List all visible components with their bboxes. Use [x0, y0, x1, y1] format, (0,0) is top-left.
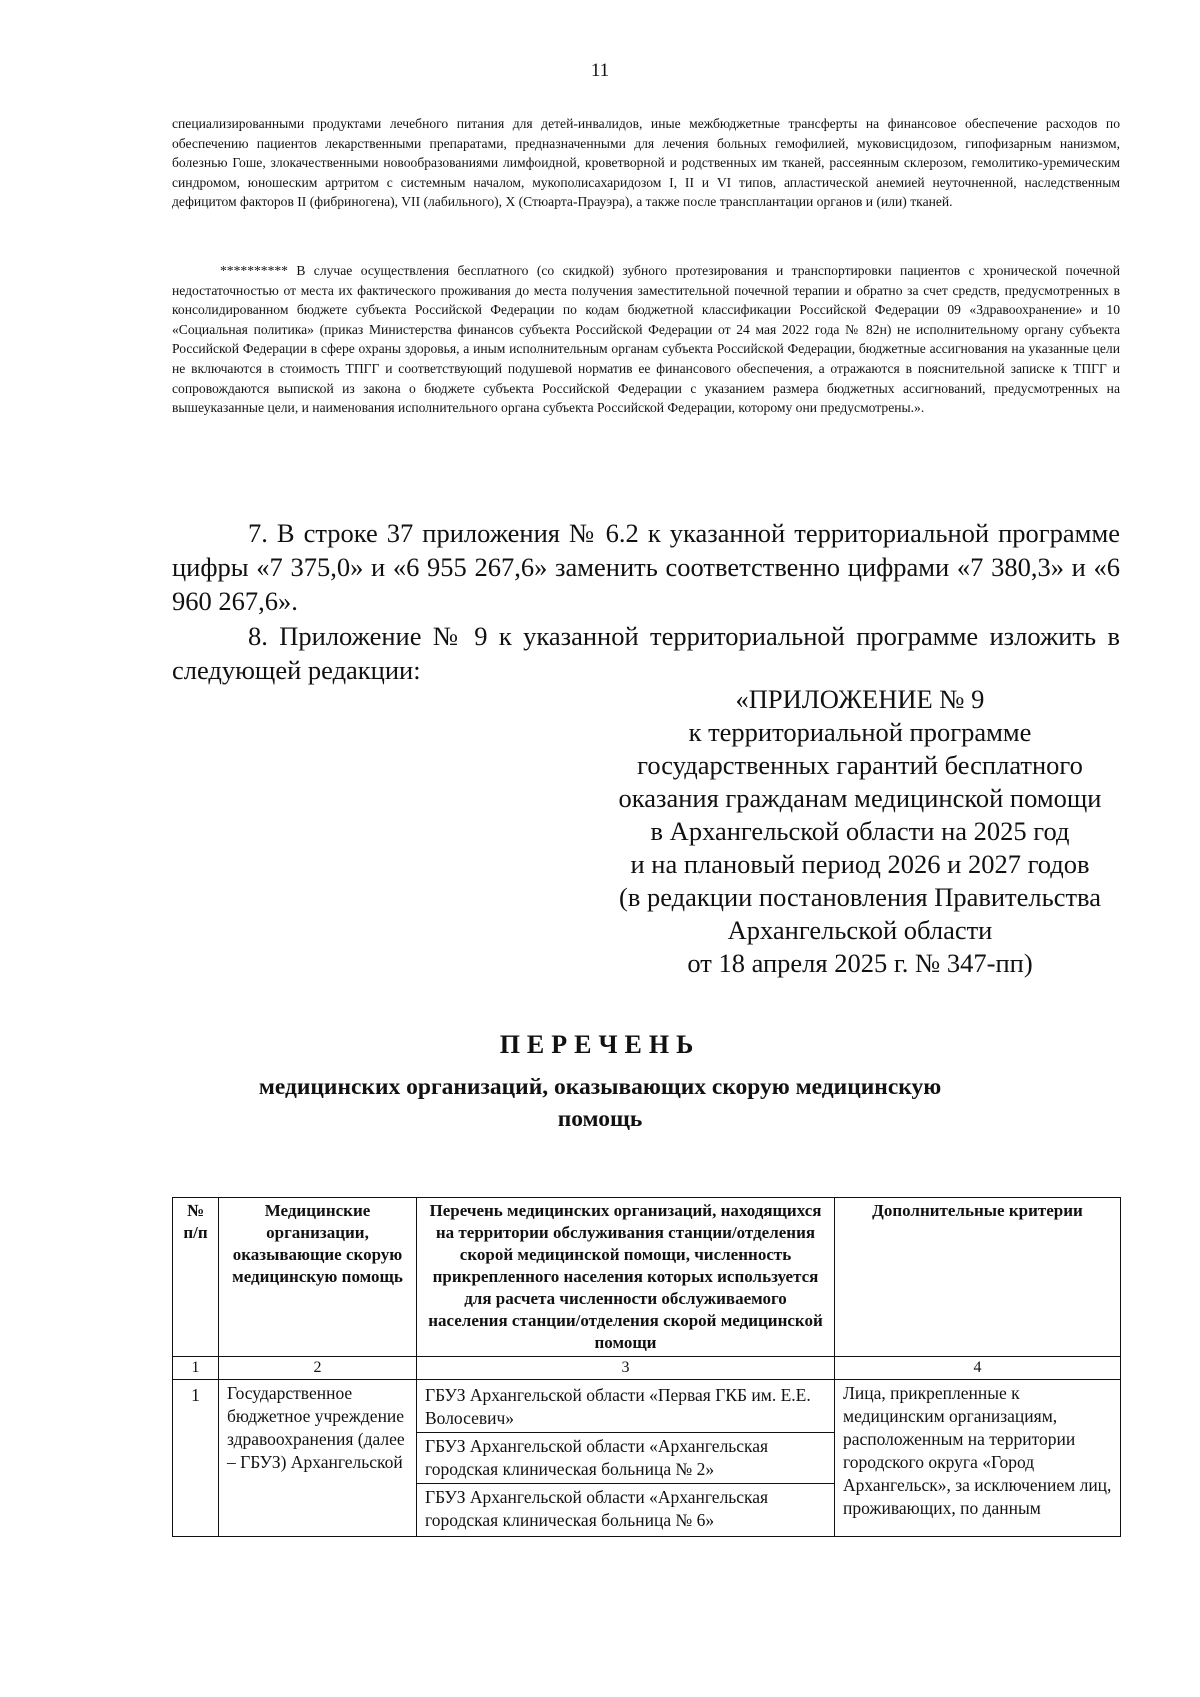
- page-number: 11: [590, 60, 610, 81]
- appendix-header: [580, 683, 1140, 980]
- header-organizations: Медицинские организации, оказывающие скорую медицинскую помощь: [219, 1198, 417, 1357]
- organizations-table: [172, 1197, 1121, 1537]
- appendix-header-line: государственных гарантий бесплатного: [637, 750, 1083, 780]
- appendix-header-line: Архангельской области: [727, 915, 993, 945]
- paragraph-7: 7. В строке 37 приложения № 6.2 к указанной территориальной программе цифры «7 375,0» и «6 955 267,6» заменить соответственно цифрами «7 380,3» и «6 960 267,6».: [172, 518, 1120, 616]
- appendix-header-line: (в редакции постановления Правительства: [619, 882, 1101, 912]
- list-subtitle: медицинских организаций, оказывающих скорую медицинскую помощь: [258, 1074, 942, 1132]
- table-header-row: [173, 1198, 1121, 1357]
- facility-item: ГБУЗ Архангельской области «Архангельская городская клиническая больница № 2»: [417, 1433, 834, 1484]
- footnote-continuation: специализированными продуктами лечебного питания для детей-инвалидов, иные межбюджетные трансферты на финансовое обеспечение расходов по обеспечению пациентов лекарственными препаратами, предназначенными для лечения больных гемофилией, муковисцидозом, гипофизарным нанизмом, болезнью Гоше, злокачественными новообразованиями лимфоидной, кроветворной и родственных им тканей, рассеянным склерозом, гемолитико-уремическим синдромом, юношеским артритом с системным началом, мукополисахаридозом I, II и VI типов, апластической анемией неуточненной, наследственным дефицитом факторов II (фибриногена), VII (лабильного), X (Стюарта-Прауэра), а также после трансплантации органов и (или) тканей.: [172, 116, 1120, 210]
- row-facilities: [417, 1380, 835, 1537]
- header-number: № п/п: [173, 1198, 219, 1357]
- appendix-header-line: оказания гражданам медицинской помощи: [618, 783, 1102, 813]
- row-criteria: Лица, прикрепленные к медицинским организациям, расположенным на территории городского округа «Город Архангельск», за исключением лиц, проживающих, по данным: [835, 1380, 1121, 1537]
- row-index: 1: [173, 1380, 219, 1537]
- column-number: 1: [173, 1357, 219, 1380]
- header-facility-list: Перечень медицинских организаций, находящихся на территории обслуживания станции/отделения скорой медицинской помощи, численность прикрепленного населения которых используется для расчета численности обслуживаемого населения станции/отделения скорой медицинской помощи: [417, 1198, 835, 1357]
- appendix-header-line: в Архангельской области на 2025 год: [650, 816, 1070, 846]
- facility-item: ГБУЗ Архангельской области «Архангельская городская клиническая больница № 6»: [425, 1487, 769, 1530]
- table-row: [173, 1380, 1121, 1537]
- footnote-ten-stars: ********** В случае осуществления бесплатного (со скидкой) зубного протезирования и транспортировки пациентов с хронической почечной недостаточностью от места их фактического проживания до места получения заместительной почечной терапии и обратно за счет средств, предусмотренных в консолидированном бюджете субъекта Российской Федерации по кодам бюджетной классификации Российской Федерации 09 «Здравоохранение» и 10 «Социальная политика» (приказ Министерства финансов субъекта Российской Федерации от 24 мая 2022 года № 82н) не исполнительному органу субъекта Российской Федерации в сфере охраны здоровья, а иным исполнительным органам субъекта Российской Федерации, бюджетные ассигнования на указанные цели не включаются в стоимость ТПГГ и соответствующий подушевой норматив ее финансового обеспечения, а отражаются в пояснительной записке к ТПГГ и сопровождаются выпиской из закона о бюджете субъекта Российской Федерации с указанием размера бюджетных ассигнований, предусмотренных на вышеуказанные цели, и наименования исполнительного органа субъекта Российской Федерации, которому они предусмотрены.».: [172, 263, 1120, 416]
- column-number: 3: [417, 1357, 835, 1380]
- column-number: 4: [835, 1357, 1121, 1380]
- header-additional-criteria: Дополнительные критерии: [835, 1198, 1121, 1357]
- list-title: ПЕРЕЧЕНЬ: [499, 1030, 701, 1059]
- appendix-header-line: и на плановый период 2026 и 2027 годов: [630, 849, 1090, 879]
- appendix-header-line: к территориальной программе: [688, 717, 1032, 747]
- appendix-header-line: «ПРИЛОЖЕНИЕ № 9: [735, 684, 985, 714]
- appendix-header-line: от 18 апреля 2025 г. № 347-пп): [687, 948, 1033, 978]
- column-number: 2: [219, 1357, 417, 1380]
- paragraph-8: 8. Приложение № 9 к указанной территориальной программе изложить в следующей редакции:: [172, 621, 1120, 685]
- column-number-row: [173, 1357, 1121, 1380]
- facility-item: ГБУЗ Архангельской области «Первая ГКБ им. Е.Е. Волосевич»: [417, 1382, 834, 1433]
- row-organization: Государственное бюджетное учреждение здравоохранения (далее – ГБУЗ) Архангельской: [219, 1380, 417, 1537]
